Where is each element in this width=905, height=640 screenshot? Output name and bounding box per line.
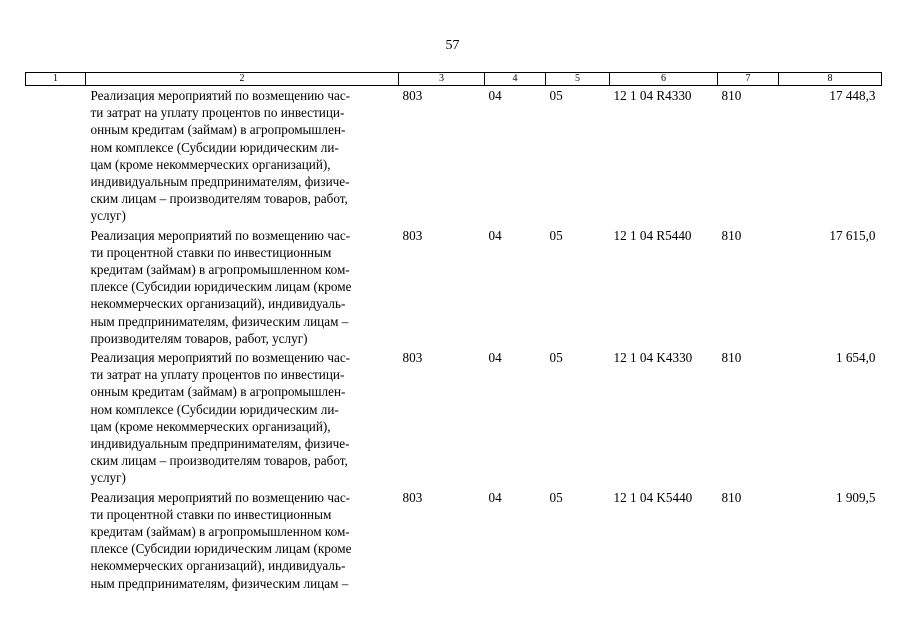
column-header-5: 5 bbox=[546, 73, 610, 86]
description-line: индивидуальным предпринимателям, физиче- bbox=[90, 174, 350, 190]
description-line: кредитам (займам) в агропромышленном ком- bbox=[90, 524, 350, 540]
description-cell bbox=[86, 488, 399, 593]
section-code-cell: 04 bbox=[488, 489, 502, 505]
expense-type-cell: 810 bbox=[721, 227, 742, 243]
section-code-cell: 04 bbox=[488, 88, 502, 103]
description-line: Реализация мероприятий по возмещению час- bbox=[90, 489, 351, 505]
description-line: ным предпринимателям, физическим лицам – bbox=[90, 313, 349, 329]
column-header-3: 3 bbox=[399, 73, 485, 86]
description-cell bbox=[86, 348, 399, 488]
ministry-code-cell: 803 bbox=[402, 350, 423, 366]
description-line: некоммерческих организаций), индивидуаль- bbox=[90, 296, 346, 312]
amount-cell: 1 909,5 bbox=[835, 489, 876, 505]
ministry-code-cell: 803 bbox=[402, 489, 423, 505]
description-line: ном комплексе (Субсидии юридическим ли- bbox=[90, 401, 339, 417]
subsection-code-cell: 05 bbox=[549, 227, 563, 243]
description-cell bbox=[86, 226, 399, 348]
page-number: 57 bbox=[445, 38, 460, 53]
ministry-code-cell: 803 bbox=[402, 227, 423, 243]
ministry-code-cell: 803 bbox=[402, 88, 423, 103]
description-line: ти процентной ставки по инвестиционным bbox=[90, 244, 332, 260]
description-line: онным кредитам (займам) в агропромышлен- bbox=[90, 384, 346, 400]
description-line: услуг) bbox=[90, 208, 126, 224]
description-line: ти затрат на уплату процентов по инвестици- bbox=[90, 367, 345, 383]
target-article-cell: 12 1 04 K4330 bbox=[613, 350, 693, 366]
amount-cell: 17 448,3 bbox=[829, 88, 876, 103]
target-article-cell: 12 1 04 K5440 bbox=[613, 489, 693, 505]
subsection-code-cell: 05 bbox=[549, 489, 563, 505]
description-line: индивидуальным предпринимателям, физиче- bbox=[90, 436, 350, 452]
description-line: онным кредитам (займам) в агропромышлен- bbox=[90, 122, 346, 138]
row-number-cell bbox=[26, 86, 86, 226]
target-article-cell: 12 1 04 R4330 bbox=[613, 88, 692, 103]
subsection-code-cell: 05 bbox=[549, 88, 563, 103]
description-line: Реализация мероприятий по возмещению час- bbox=[90, 227, 351, 243]
section-code-cell: 04 bbox=[488, 227, 502, 243]
description-line: ном комплексе (Субсидии юридическим ли- bbox=[90, 139, 339, 155]
table-row bbox=[26, 86, 882, 226]
target-article-cell: 12 1 04 R5440 bbox=[613, 227, 692, 243]
description-line: некоммерческих организаций), индивидуаль- bbox=[90, 558, 346, 574]
amount-cell: 17 615,0 bbox=[829, 227, 876, 243]
row-number-cell bbox=[26, 488, 86, 593]
expense-type-cell: 810 bbox=[721, 489, 742, 505]
description-line: производителям товаров, работ, услуг) bbox=[90, 330, 308, 346]
section-code-cell: 04 bbox=[488, 350, 502, 366]
amount-cell: 1 654,0 bbox=[835, 350, 876, 366]
table-row bbox=[26, 348, 882, 488]
table-row bbox=[26, 226, 882, 348]
expense-type-cell: 810 bbox=[721, 88, 742, 103]
description-line: Реализация мероприятий по возмещению час- bbox=[90, 350, 351, 366]
subsection-code-cell: 05 bbox=[549, 350, 563, 366]
row-number-cell bbox=[26, 348, 86, 488]
column-header-4: 4 bbox=[485, 73, 546, 86]
description-line: услуг) bbox=[90, 470, 126, 486]
table-header-row bbox=[26, 73, 882, 86]
description-line: ти затрат на уплату процентов по инвестици- bbox=[90, 105, 345, 121]
description-cell bbox=[86, 86, 399, 226]
column-header-8: 8 bbox=[779, 73, 882, 86]
description-line: плексе (Субсидии юридическим лицам (кроме bbox=[90, 541, 352, 557]
column-header-7: 7 bbox=[718, 73, 779, 86]
expense-type-cell: 810 bbox=[721, 350, 742, 366]
description-line: ским лицам – производителям товаров, работ, bbox=[90, 453, 348, 469]
column-header-1: 1 bbox=[26, 73, 86, 86]
column-header-2: 2 bbox=[86, 73, 399, 86]
row-number-cell bbox=[26, 226, 86, 348]
description-line: Реализация мероприятий по возмещению час- bbox=[90, 88, 351, 103]
budget-table bbox=[25, 72, 882, 593]
description-line: цам (кроме некоммерческих организаций), bbox=[90, 418, 331, 434]
table-row bbox=[26, 488, 882, 593]
description-line: плексе (Субсидии юридическим лицам (кроме bbox=[90, 279, 352, 295]
description-line: ти процентной ставки по инвестиционным bbox=[90, 506, 332, 522]
description-line: ным предпринимателям, физическим лицам – bbox=[90, 575, 349, 591]
description-line: кредитам (займам) в агропромышленном ком- bbox=[90, 262, 350, 278]
description-line: цам (кроме некоммерческих организаций), bbox=[90, 156, 331, 172]
column-header-6: 6 bbox=[610, 73, 718, 86]
description-line: ским лицам – производителям товаров, работ, bbox=[90, 191, 348, 207]
